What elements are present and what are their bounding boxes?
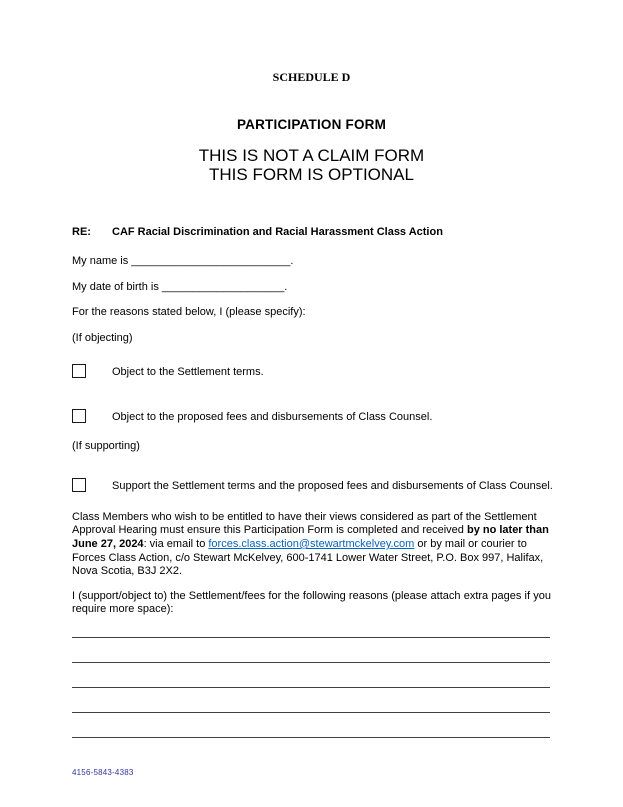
instructions-text-3: or by mail or courier to Forces Class Action, c/o Stewart McKelvey, 600-1741 Lower Water Street, P.O. Box 997, Halifax, Nova Scotia, B3J 2X2.: [72, 537, 544, 578]
schedule-heading: SCHEDULE D: [272, 70, 351, 84]
dob-line: [72, 281, 551, 295]
form-subtitle: [72, 146, 551, 184]
object-fees-label: Object to the proposed fees and disbursements of Class Counsel.: [112, 410, 433, 423]
form-title: PARTICIPATION FORM: [236, 117, 387, 132]
re-line: [72, 226, 551, 240]
re-subject: CAF Racial Discrimination and Racial Harassment Class Action: [112, 226, 443, 238]
if-objecting-heading: (If objecting): [72, 332, 133, 344]
dob-label: My date of birth is: [72, 280, 162, 293]
answer-line[interactable]: [72, 637, 550, 638]
subtitle-line-2: THIS FORM IS OPTIONAL: [209, 165, 414, 184]
deadline-text: by no later than June 27, 2024: [72, 524, 549, 550]
checkbox-row-object-fees: [72, 409, 551, 425]
reasons-prompt: I (support/object to) the Settlement/fees for the following reasons (please attach extra pages if you require more space):: [72, 589, 551, 616]
support-label: Support the Settlement terms and the proposed fees and disbursements of Class Counsel.: [112, 480, 553, 492]
support-checkbox[interactable]: [72, 478, 86, 492]
answer-line[interactable]: [72, 712, 550, 713]
dob-suffix: .: [284, 280, 288, 293]
name-label: My name is: [72, 254, 132, 267]
submission-instructions: [72, 511, 551, 579]
name-suffix: .: [290, 254, 294, 267]
dob-blank[interactable]: ____________________: [161, 280, 285, 293]
object-settlement-label: Object to the Settlement terms.: [112, 365, 264, 378]
instructions-text-2: : via email to: [143, 537, 209, 550]
reasons-intro: For the reasons stated below, I (please specify):: [72, 306, 306, 319]
answer-lines: [72, 637, 550, 738]
subtitle-line-1: THIS IS NOT A CLAIM FORM: [198, 146, 425, 165]
email-link[interactable]: forces.class.action@stewartmckelvey.com: [208, 537, 415, 550]
re-label: RE:: [72, 226, 91, 238]
document-number: 4156-5843-4383: [72, 768, 134, 777]
name-line: [72, 255, 551, 269]
checkbox-row-object-settlement: [72, 364, 551, 380]
answer-line[interactable]: [72, 687, 550, 688]
object-fees-checkbox[interactable]: [72, 409, 86, 423]
instructions-text-1: Class Members who wish to be entitled to have their views considered as part of the Settlement Approval Hearing must ensure this Participation Form is completed and received: [72, 510, 537, 537]
object-settlement-checkbox[interactable]: [72, 364, 86, 378]
name-blank[interactable]: __________________________: [131, 254, 291, 267]
answer-line[interactable]: [72, 662, 550, 663]
checkbox-row-support: [72, 478, 551, 494]
answer-line[interactable]: [72, 737, 550, 738]
if-supporting-heading: (If supporting): [72, 440, 140, 453]
